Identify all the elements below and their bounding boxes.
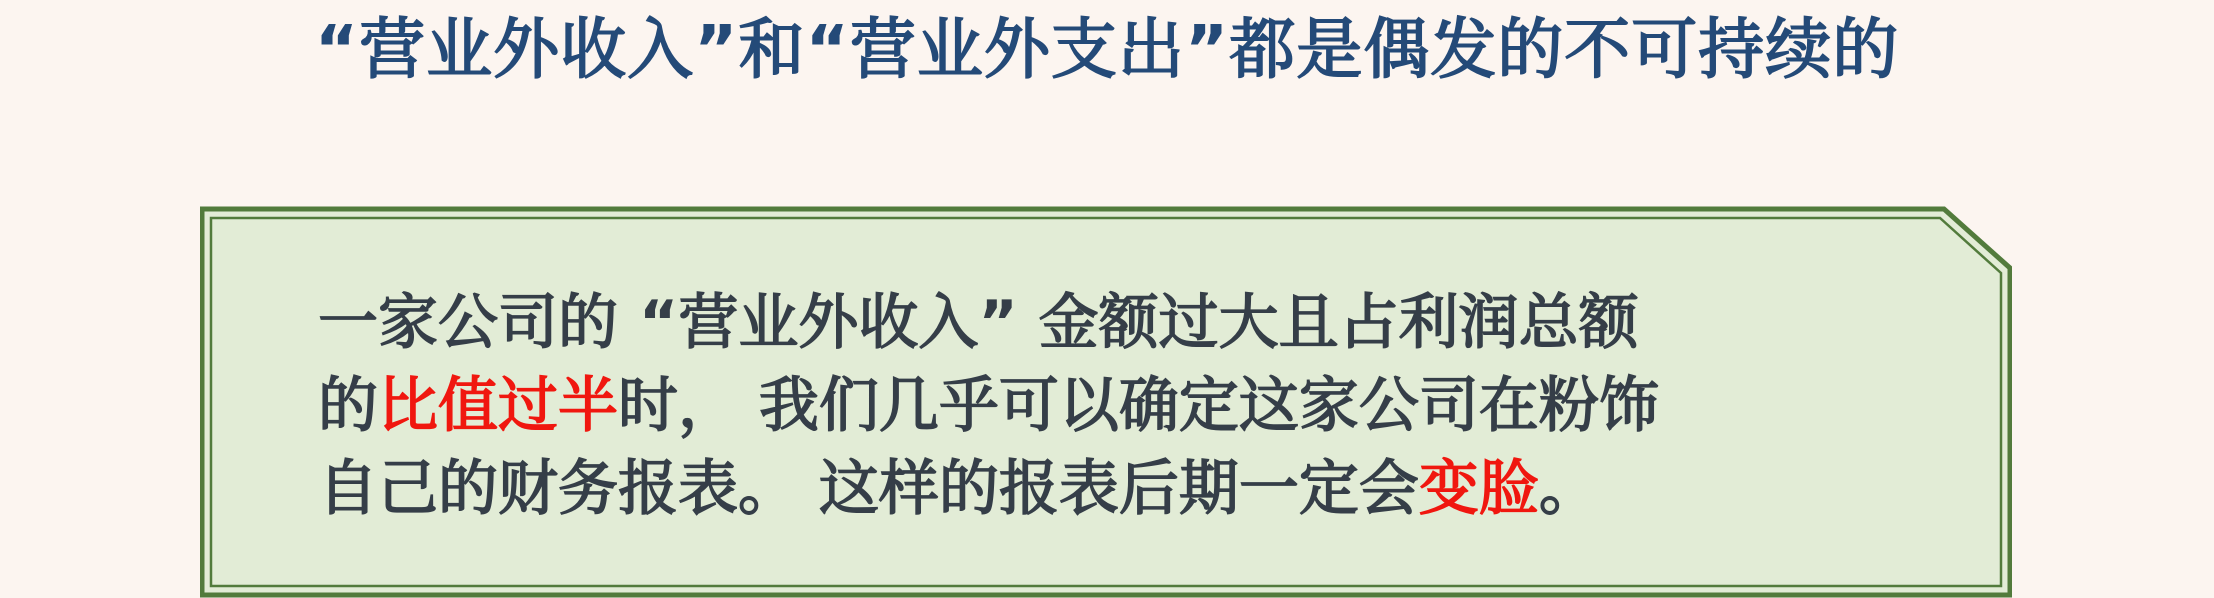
note-line-1-text: 一家公司的 “营业外收入” 金额过大且占利润总额 bbox=[318, 288, 1639, 358]
highlight-change-face: 变脸 bbox=[1418, 454, 1539, 524]
note-line-3-before: 自己的财务报表。 这样的报表后期一定会 bbox=[318, 454, 1419, 524]
note-line-3-after: 。 bbox=[1538, 454, 1599, 524]
note-line-2 bbox=[318, 365, 1958, 448]
note-line-1 bbox=[318, 282, 1958, 365]
note-box bbox=[200, 206, 2012, 598]
note-text bbox=[318, 282, 1958, 531]
page-title: “营业外收入”和“营业外支出”都是偶发的不可持续的 bbox=[314, 11, 1900, 88]
highlight-ratio-over-half: 比值过半 bbox=[378, 371, 618, 441]
note-line-2-before: 的 bbox=[318, 371, 378, 441]
note-line-2-after: 时， 我们几乎可以确定这家公司在粉饰 bbox=[618, 371, 1659, 441]
note-line-3 bbox=[318, 448, 1958, 531]
